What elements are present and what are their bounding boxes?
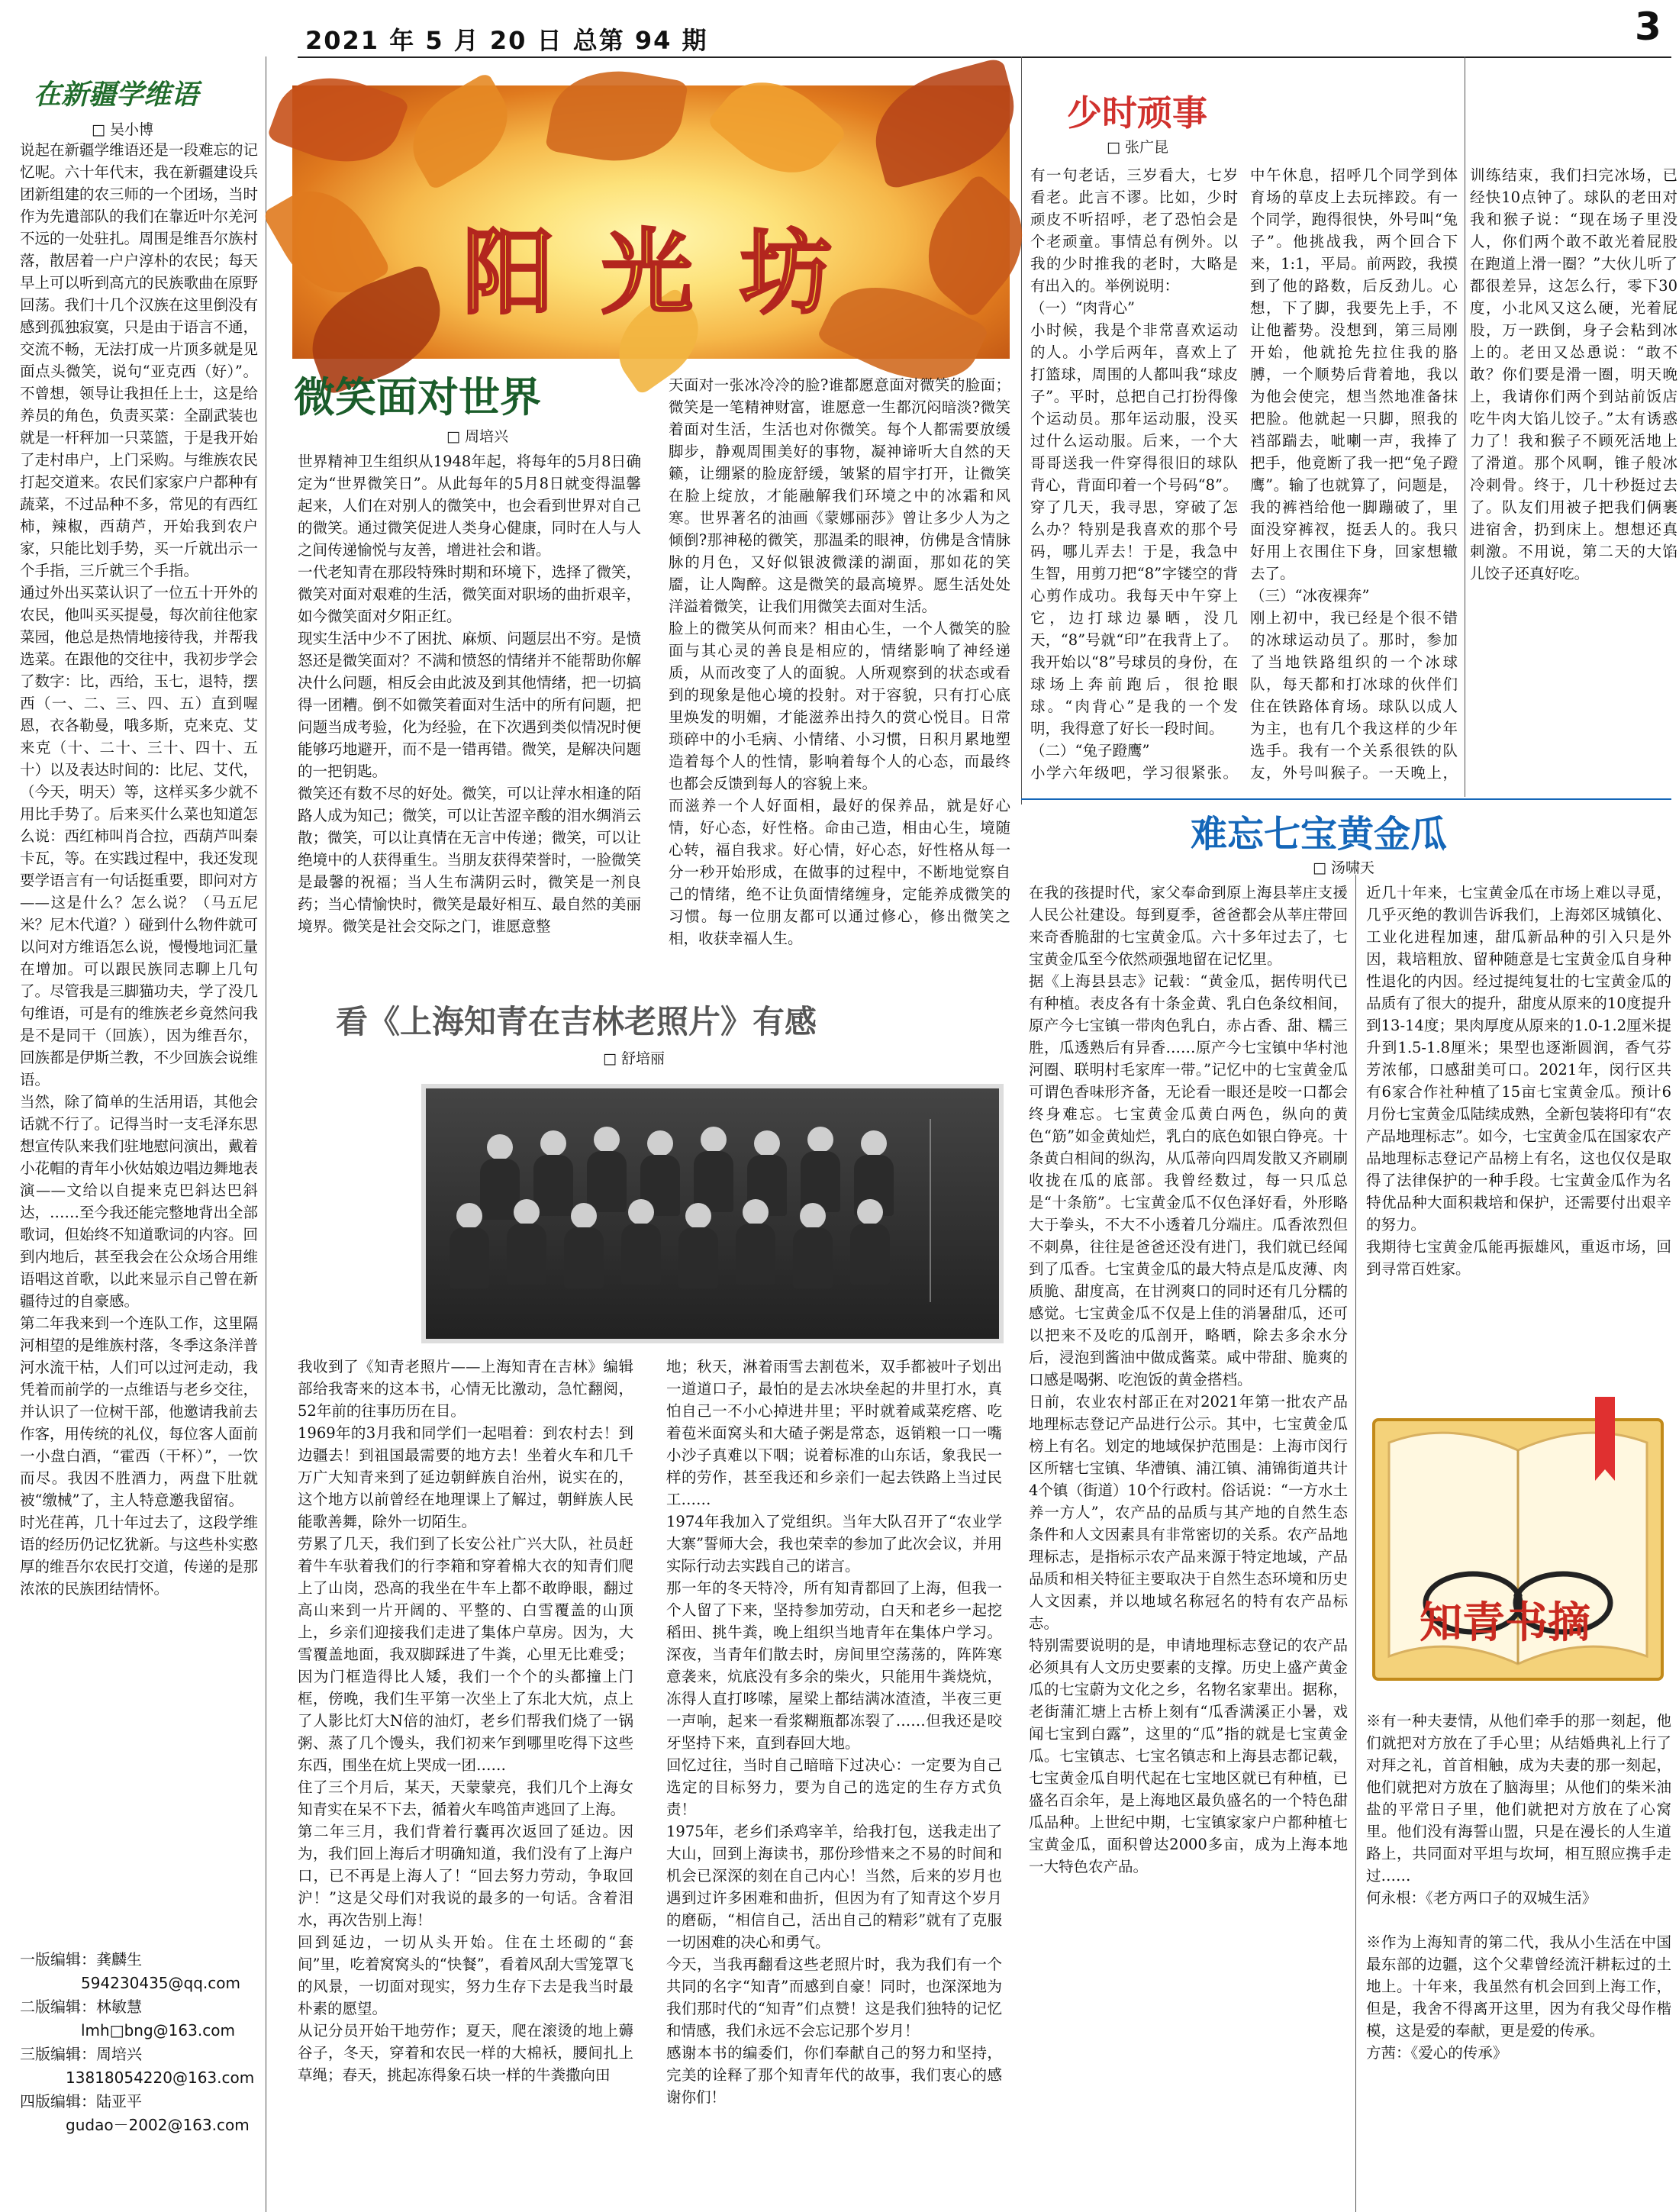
article-body: 在我的孩提时代，家父奉命到原上海县莘庄支援人民公社建设。每到夏季，爸爸都会从莘庄带回来奇香脆甜的七宝黄金瓜。六十多年过去了，七宝黄金瓜至今依然顽强地留在记忆里。 据《上海县县志》记载：“黄金瓜，据传明代已有种植。表皮各有十条金黄、乳白色条纹相间，原产今七宝镇一带肉色乳白，赤占香、甜、糯三胜，瓜透熟后有异香……原产今七宝镇中华村池河圈、联明村毛家库一带。”记忆中的七宝黄金瓜可谓色香味形齐备，无论看一眼还是咬一口都会终身难忘。七宝黄金瓜黄白两色，纵向的黄色“筋”如金黄灿烂，乳白的底色如银白铮亮。十条黄白相间的纵沟，从瓜蒂向四周发散又齐刷刷收拢在瓜的底部。我曾经数过，每一只瓜总是“十条筋”。七宝黄金瓜不仅色泽好看，外形略大于拳头，不大不小透着几分端庄。瓜香浓烈但不刺鼻，往往是爸爸还没有进门，我们就已经闻到了瓜香。七宝黄金瓜的最大特点是瓜皮薄、肉质脆、甜度高，在甘洌爽口的同时还有几分糯的感觉。七宝黄金瓜不仅是上佳的消暑甜瓜，还可以把来不及吃的瓜剖开，略晒，除去多余水分后，浸泡到酱油中做成酱菜。咸中带甜、脆爽的口感是喝粥、吃泡饭的黄金搭档。 日前，农业农村部正在对2021年第一批农产品地理标志登记产品进行公示。其中，七宝黄金瓜榜上有名。划定的地域保护范围是：上海市闵行区所辖七宝镇、华漕镇、浦江镇、浦锦街道共计4个镇（街道）10个行政村。俗话说：“一方水土养一方人”，农产品的品质与其产地的自然生态条件和人文因素具有非常密切的关系。农产品地理标志，是指标示农产品来源于特定地域，产品品质和相关特征主要取决于自然生态环境和历史人文因素，并以地域名称冠名的特有农产品标志。 特别需要说明的是，申请地理标志登记的农产品必须具有人文历史要素的支撑。历史上盛产黄金瓜的七宝蔚为文化之乡，名物名家辈出。据称，老街蒲汇塘上古桥上刻有“瓜香满溪正小暑，戏闻七宝到白露”，这里的“瓜”指的就是七宝黄金瓜。七宝镇志、七宝名镇志和上海县志都记载，七宝黄金瓜自明代起在七宝地区就已有种植，已盛名百余年，是上海地区最负盛名的一个特色甜瓜品种。上世纪中期，七宝镇家家户户都种植七宝黄金瓜，面积曾达2000多亩，成为上海本地一大特色农产品。 (1029, 884, 1348, 1875)
editor-entry: 一版编辑：龚麟生 (20, 1950, 142, 1969)
article-body: 我收到了《知青老照片——上海知青在吉林》编辑部给我寄来的这本书，心情无比激动，急忙翻阅，52年前的往事历历在目。 1969年的3月我和同学们一起唱着：到农村去！到边疆去！到祖国最需要的地方去！坐着火车和几千万广大知青来到了延边朝鲜族自治州，说实在的，这个地方以前曾经在地理课上了解过，朝鲜族人民能歌善舞，除外一切陌生。 劳累了几天，我们到了长安公社广兴大队，社员赶着牛车驮着我们的行李箱和穿着棉大衣的知青们爬上了山岗，恐高的我坐在牛车上都不敢睁眼，翻过高山来到一片开阔的、平整的、白雪覆盖的山顶上，乡亲们迎接我们走进了集体户草房。因为，大雪覆盖地面，我双脚踩进了牛粪，心里无比难受；因为门框造得比人矮，我们一个个的头都撞上门框，傍晚，我们生平第一次坐上了东北大炕，点上了人影比灯大N倍的油灯，老乡们帮我们烧了一锅粥、蒸了几个馒头，我们初来乍到哪里吃得下这些东西，围坐在炕上哭成一团…… 住了三个月后，某天，天蒙蒙亮，我们几个上海女知青实在呆不下去，循着火车鸣笛声逃回了上海。 第二年三月，我们背着行囊再次返回了延边。因为，我们回上海后才明确知道，我们没有了上海户口，已不再是上海人了！“回去努力劳动，争取回沪！”这是父母们对我说的最多的一句话。含着泪水，再次告别上海！ 回到延边，一切从头开始。住在土坯砌的“套间”里，吃着窝窝头的“快餐”，看着风刮大雪笼罩飞的风景，一切面对现实，努力生存下去是我当时最朴素的愿望。 从记分员开始干地劳作；夏天，爬在滚烫的地上薅谷子，冬天，穿着和农民一样的大棉袄，腰间扎上草绳；春天，挑起冻得象石块一样的牛粪撒向田 (298, 1358, 633, 2084)
byline: □ 张广昆 (1107, 139, 1168, 156)
byline: □ 周培兴 (446, 428, 508, 445)
article-body-continued: 近几十年来，七宝黄金瓜在市场上难以寻觅，几乎灭绝的教训告诉我们，上海郊区城镇化、工业化进程加速，甜瓜新品种的引入只是外因，栽培粗放、留种随意是七宝黄金瓜自身种性退化的内因。经过提纯复壮的七宝黄金瓜的品质有了很大的提升，甜度从原来的10度提升到13-14度；果肉厚度从原来的1.0-1.2厘米提升到1.5-1.8厘米；果型也逐渐圆润，香气芬芳浓郁，口感甜美可口。2021年，闵行区共有6家合作社种植了15亩七宝黄金瓜。预计6月份七宝黄金瓜陆续成熟，全新包装将印有“农产品地理标志”。如今，七宝黄金瓜在国家农产品地理标志登记产品榜上有名，这也仅仅是取得了法律保护的一种手段。七宝黄金瓜作为名特优品种大面积栽培和保护，还需要付出艰辛的努力。 我期待七宝黄金瓜能再振雄风，重返市场，回到寻常百姓家。 (1366, 884, 1671, 1278)
byline: □ 汤啸天 (1313, 859, 1374, 876)
editor-entry: 三版编辑：周培兴 (20, 2045, 142, 2063)
editor-entry: 二版编辑：林敏慧 (20, 1998, 142, 2016)
section-title: 知青书摘 (1420, 1598, 1590, 1648)
page-number: 3 (1635, 5, 1661, 49)
article-body: 世界精神卫生组织从1948年起，将每年的5月8日确定为“世界微笑日”。从此每年的5月8日就变得温馨起来，人们在对别人的微笑中，也会看到世界对自己的微笑。通过微笑促进人类身心健康，同时在人与人之间传递愉悦与友善，增进社会和谐。 一代老知青在那段特殊时期和环境下，选择了微笑，微笑对面对艰难的生活，微笑面对职场的曲折艰辛，如今微笑面对夕阳正红。 现实生活中少不了困扰、麻烦、问题层出不穷。是愤怒还是微笑面对？不满和愤怒的情绪并不能帮助你解决什么问题，相反会由此波及到其他情绪，把一切搞得一团糟。倒不如微笑着面对生活中的所有问题，把问题当成考验，化为经验，在下次遇到类似情况时便能够巧地避开，而不是一错再错。微笑，是解决问题的一把钥匙。 微笑还有数不尽的好处。微笑，可以让萍水相逢的陌路人成为知己；微笑，可以让苦涩辛酸的泪水绸消云散；微笑，可以让真情在无言中传递；微笑，可以让绝境中的人获得重生。当朋友获得荣誉时，一脸微笑是最馨的祝福；当人生布满阴云时，微笑是一剂良药；当心情愉快时，微笑是最好相互、最自然的美丽境界。微笑是社会交际之门，谁愿意整 (298, 453, 641, 935)
byline: □ 吴小博 (92, 121, 153, 138)
column-divider (1355, 875, 1356, 2212)
editor-entry: 四版编辑：陆亚平 (20, 2092, 142, 2110)
banner-title: 阳 光 坊 (462, 221, 840, 327)
issue-date: 2021 年 5 月 20 日 总第 94 期 (305, 26, 708, 55)
article-title: 看《上海知青在吉林老照片》有感 (336, 1003, 817, 1040)
editor-contact: 13818054220@163.com (66, 2069, 255, 2087)
article-title: 少时顽事 (1067, 92, 1207, 134)
article-body: 有一句老话，三岁看大，七岁看老。此言不谬。比如，少时顽皮不听招呼，老了恐怕会是个老顽童。事情总有例外。以我的少时推我的老时，大略是有出入的。举例说明： （一）“肉背心” 小时候，我是个非常喜欢运动的人。小学后两年，喜欢上了打篮球，周围的人都叫我“球皮子”。平时，总把自己打扮得像个运动员。那年运动服，没买过什么运动服。后来，一个大哥哥送我一件穿得很旧的球队背心，背面印着一个号码“8”。穿了几天，我寻思，穿破了怎么办？特别是我喜欢的那个号码，哪儿弄去！于是，我急中生智，用剪刀把“8”字镂空的背心剪作成功。我每天中午穿上它，边打球边暴晒，没几天，“8”号就“印”在我背上了。我开始以“8”号球员的身份，在球场上奔前跑后，很抢眼球。“肉背心”是我的一个发明，我得意了好长一段时间。 （二）“兔子蹬鹰” 小学六年级吧，学习很紧张。中午休息，招呼几个同学到体育场的草皮上去玩摔跤。有一个同学，跑得很快，外号叫“兔子”。他挑战我，两个回合下来，1:1，平局。前两跤，我摸到了他的路数，后反劲儿。心想，下了脚，我要先上手，不让他蓄势。没想到，第三局刚开始，他就抢先拉住我的胳膊，一个顺势后背着地，我以为他会使完，想当然地准备抹把脸。他就起一只脚，照我的裆部踹去，呲喇一声，我捧了把手，他竟断了我一把“兔子蹬鹰”。输了也就算了，问题是，我的裤裆给他一脚蹦破了，里面没穿裤衩，挺丢人的。我只好用上衣围住下身，回家想辙去了。 （三）“冰夜裸奔” 刚上初中，我已经是个很不错的冰球运动员了。那时，参加了当地铁路组织的一个冰球队，每天都和打冰球的伙伴们住在铁路体育场。球队以成人为主，也有几个我这样的少年选手。我有一个关系很铁的队友，外号叫猴子。一天晚上，训练结束，我们扫完冰场，已经快10点钟了。球队的老田对我和猴子说：“现在场子里没人，你们两个敢不敢光着屁股在跑道上滑一圈？”大伙儿听了都很差异，这怎么行，零下30度，小北风又这么硬，光着屁股，万一跌倒，身子会粘到冰上的。老田又怂恿说：“敢不敢？你们要是滑一圈，明天晚上，我请你们两个到站前饭店吃牛肉大馅儿饺子。”太有诱惑力了！我和猴子不顾死活地上了滑道。那个风啊，锥子般冰冷刺骨。终于，几十秒挺过去了。队友们用被子把我们俩裹进宿舍，扔到床上。想想还真刺激。不用说，第二天的大馅儿饺子还真好吃。 (1030, 166, 1677, 782)
article-title: 微笑面对世界 (294, 372, 541, 421)
editors-box (20, 1948, 264, 2137)
article-title: 难忘七宝黄金瓜 (1191, 813, 1448, 856)
section-banner (292, 85, 1010, 359)
section-rule (1021, 798, 1671, 800)
header-rule (298, 56, 1671, 58)
editor-contact: lmh□bng@163.com (81, 2021, 235, 2039)
byline: □ 舒培丽 (603, 1050, 665, 1067)
group-photo (421, 1084, 1004, 1343)
article-body: 说起在新疆学维语还是一段难忘的记忆呢。六十年代末，我在新疆建设兵团新组建的农三师的一个团场，当时作为先遣部队的我们在靠近叶尔羌河不远的一处驻扎。周围是维吾尔族村落，散居着一户户淳朴的农民；每天早上可以听到高亢的民族歌曲在原野回荡。我们十几个汉族在这里倒没有感到孤独寂寞，只是由于语言不通，交流不畅，无法打成一片顶多就是见面点头微笑，说句“亚克西（好）”。不曾想，领导让我担任上士，这是给养员的角色，负责买菜：全副武装也就是一杆秤加一只菜篮，于是我开始了走村串户，上门采购。与维族农民打起交道来。农民们家家户户都种有蔬菜，不过品种不多，常见的有西红柿，辣椒，西葫芦，开始我到农户家，只能比划手势，买一斤就出示一个手指，三斤就三个手指。 通过外出买菜认识了一位五十开外的农民，他叫买买提曼，每次前往他家菜园，他总是热情地接待我，并帮我选菜。在跟他的交往中，我初步学会了数字：比，西给，玉七，退特，摆西（一、二、三、四、五）直到喔恩，衣各勒曼，哦多斯，克来克、艾来克（十、二十、三十、四十、五十）以及表达时间的：比尼、艾代，（今天，明天）等，这样买多少就不用比手势了。后来买什么菜也知道怎么说：西红柿叫肖合拉，西葫芦叫秦卡瓦，等。在实践过程中，我还发现要学语言有一句话挺重要，即问对方——这是什么？怎么说？（马五尼米？尼木代道？）碰到什么物件就可以问对方维语怎么说，慢慢地词汇量在增加。可以跟民族同志聊上几句了。尽管我是三脚猫功夫，学了没几句维语，可是有的维族老乡竟然问我是不是同干（回族），因为维吾尔，回族都是伊斯兰教，不少回族会说维语。 当然，除了简单的生活用语，其他会话就不行了。记得当时一支毛泽东思想宣传队来我们驻地慰问演出，戴着小花帽的青年小伙姑娘边唱边舞地表演——文给以自提来克巴斜达巴斜达，……至今我还能完整地背出全部歌词，但始终不知道歌词的内容。回到内地后，甚至我会在公众场合用维语唱这首歌，以此来显示自己曾在新疆待过的自豪感。 第二年我来到一个连队工作，这里隔河相望的是维族村落，冬季这条洋普河水流干枯，人们可以过河走动，我凭着而前学的一点维语与老乡交往，并认识了一位树干部，他邀请我前去作客，用传统的礼仪，每位客人面前一小盘白酒，“霍西（干杯）”，一饮而尽。我因不胜酒力，两盘下肚就被“缴械”了，主人特意邀我留宿。 时光荏苒，几十年过去了，这段学维语的经历仍记忆犹新。与这些朴实憨厚的维吾尔农民打交道，传递的是那浓浓的民族团结情怀。 (20, 141, 259, 1598)
article-body-continued: 天面对一张冰冷冷的脸?谁都愿意面对微笑的脸面；微笑是一笔精神财富，谁愿意一生都沉闷暗淡?微笑着面对生活，生活也对你微笑。每个人都需要放缓脚步，静观周围美好的事物，凝神谛听大自然的天籁，让绷紧的脸庞舒缓，皱紧的眉宇打开，让微笑在脸上绽放，才能融解我们环境之中的冰霜和风寒。世界著名的油画《蒙娜丽莎》曾让多少人为之倾倒?那神秘的微笑，那温柔的眼神，仿佛是含情脉脉的月色，又好似银波微漾的湖面，那如花的笑靥，让人陶醉。这是微笑的最高境界。愿生活处处洋溢着微笑，让我们用微笑去面对生活。 脸上的微笑从何而来？相由心生，一个人微笑的脸面与其心灵的善良是相应的，情绪影响了神经递质，从而改变了人的面貌。人所观察到的状态或看到的现象是他心境的投射。对于容貌，只有打心底里焕发的明媚，才能滋养出持久的赏心悦目。日常琐碎中的小毛病、小情绪、小习惯，日积月累地塑造着每个人的性情，影响着每个人的心态，而最终也都会反馈到每人的容貌上来。 而滋养一个人好面相，最好的保养品，就是好心情，好心态，好性格。命由己造，相由心生，境随心转，福自我求。好心情，好心态，好性格从每一分一秒开始形成，在做事的过程中，不断地觉察自己的情绪，绝不让负面情绪缠身，定能养成微笑的习惯。每一位朋友都可以通过修心，修出微笑之相，收获幸福人生。 (669, 376, 1010, 947)
digest-body: ※有一种夫妻情，从他们牵手的那一刻起，他们就把对方放在了手心里；从结婚典礼上行了对拜之礼，首首相触，成为夫妻的那一刻起，他们就把对方放在了脑海里；从他们的柴米油盐的平常日子里，他们就把对方放在了心窝里。他们没有海誓山盟，只是在漫长的人生道路上，共同面对平坦与坎坷，相互照应携手走过…… 何永根：《老方两口子的双城生活》 ※作为上海知青的第二代，我从小生活在中国最东部的边疆，这个父辈曾经流汗耕耘过的土地上。十年来，我虽然有机会回到上海工作，但是，我舍不得离开这里，因为有我父母作楷模，这是爱的奉献，更是爱的传承。 方茜：《爱心的传承》 (1366, 1712, 1671, 2062)
book-illustration (1366, 1397, 1670, 1702)
article-body-continued (1474, 63, 1671, 795)
editor-contact: gudao－2002@163.com (66, 2116, 250, 2134)
article-title: 在新疆学维语 (34, 79, 199, 111)
column-divider (1021, 56, 1022, 805)
article-body-continued: 地；秋天，淋着雨雪去割苞米，双手都被叶子划出一道道口子，最怕的是去冰块垒起的井里打水，真怕自己一不小心掉进井里；平时就着咸菜疙瘩、吃着苞米面窝头和大碴子粥是常态，返销粮一口一嘴小沙子真难以下咽；说着标准的山东话，象我民一样的劳作，甚至我还和乡亲们一起去铁路上当过民工…… 1974年我加入了党组织。当年大队召开了“农业学大寨”誓师大会，我也荣幸的参加了此次会议，并用实际行动去实践自己的诺言。 那一年的冬天特冷，所有知青都回了上海，但我一个人留了下来，坚持参加劳动，白天和老乡一起挖稻田、挑牛粪，晚上组织当地青年在集体户学习。深夜，当青年们散去时，房间里空荡荡的，阵阵寒意袭来，炕底没有多余的柴火，只能用牛粪烧炕，冻得人直打哆嗦，屋梁上都结满冰渣渣，半夜三更一声响，起来一看浆糊瓶都冻裂了……但我还是咬牙坚持下来，直到春回大地。 回忆过往，当时自己暗暗下过决心：一定要为自己选定的目标努力，要为自己的选定的生存方式负责！ 1975年，老乡们杀鸡宰羊，给我打包，送我走出了大山，回到上海读书，那份珍惜来之不易的时间和机会已深深的刻在自己内心！当然，后来的岁月也遇到过许多困难和曲折，但因为有了知青这个岁月的磨砺，“相信自己，活出自己的精彩”就有了克服一切困难的决心和勇气。 今天，当我再翻看这些老照片时，我为我们有一个共同的名字“知青”而感到自豪！同时，也深深地为我们那时代的“知青”们点赞！这是我们独特的记忆和情感，我们永远不会忘记那个岁月！ 感谢本书的编委们，你们奉献自己的努力和坚持，完美的诠释了那个知青年代的故事，我们衷心的感谢你们！ (666, 1358, 1002, 2106)
editor-contact: 594230435@qq.com (81, 1974, 240, 1992)
